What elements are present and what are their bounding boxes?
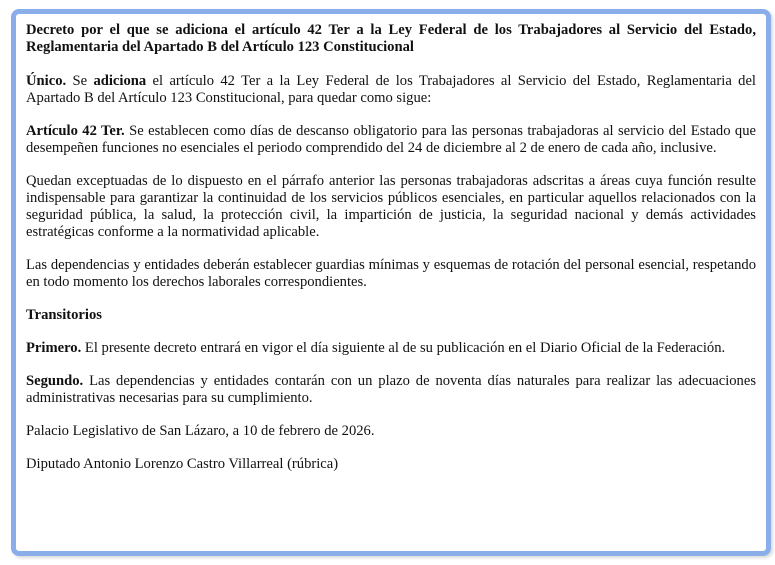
signature: Diputado Antonio Lorenzo Castro Villarreal (rúbrica): [26, 456, 339, 472]
paragraph-guardias: Las dependencias y entidades deberán establecer guardias mínimas y esquemas de rotación del personal esencial, respetando en todo momento los derechos laborales correspondientes.: [26, 257, 756, 290]
segundo-lead: Segundo.: [26, 373, 84, 389]
paragraph-segundo: [26, 373, 756, 407]
articulo-lead: Artículo 42 Ter.: [26, 123, 125, 139]
document-body: [26, 22, 756, 473]
unico-verb: adiciona: [93, 73, 147, 89]
unico-lead: Único.: [26, 73, 67, 89]
primero-lead: Primero.: [26, 340, 82, 356]
paragraph-unico: [26, 73, 756, 107]
articulo-text: Se establecen como días de descanso obligatorio para las personas trabajadoras al servicio del Estado que desempeñen funciones no esenciales el periodo comprendido del 24 de diciembre al 2 de enero de cada año, inclusive.: [26, 123, 756, 156]
paragraph-exceptions: Quedan exceptuadas de lo dispuesto en el párrafo anterior las personas trabajadoras adscritas a áreas cuya función resulte indispensable para garantizar la continuidad de los servicios públicos esenciales, en particular aquellos relacionados con la seguridad pública, la salud, la protección civil, la impartición de justicia, la seguridad nacional y demás actividades estratégicas conforme a la normatividad aplicable.: [26, 173, 756, 240]
place-date: Palacio Legislativo de San Lázaro, a 10 de febrero de 2026.: [26, 423, 375, 439]
segundo-text: Las dependencias y entidades contarán con un plazo de noventa días naturales para realizar las adecuaciones administrativas necesarias para su cumplimiento.: [26, 373, 756, 406]
unico-pre: Se: [66, 73, 94, 89]
decree-title: Decreto por el que se adiciona el artículo 42 Ter a la Ley Federal de los Trabajadores al Servicio del Estado, Reglamentaria del Apartado B del Artículo 123 Constitucional: [26, 22, 756, 55]
document-frame: [11, 9, 771, 556]
primero-text: El presente decreto entrará en vigor el día siguiente al de su publicación en el Diario Oficial de la Federación.: [81, 340, 726, 356]
paragraph-articulo: [26, 123, 756, 157]
paragraph-primero: [26, 340, 756, 357]
unico-text: el artículo 42 Ter a la Ley Federal de los Trabajadores al Servicio del Estado, Reglamentaria del Apartado B del Artículo 123 Constitucional, para quedar como sigue:: [26, 73, 756, 106]
transitorios-heading: Transitorios: [26, 307, 102, 323]
